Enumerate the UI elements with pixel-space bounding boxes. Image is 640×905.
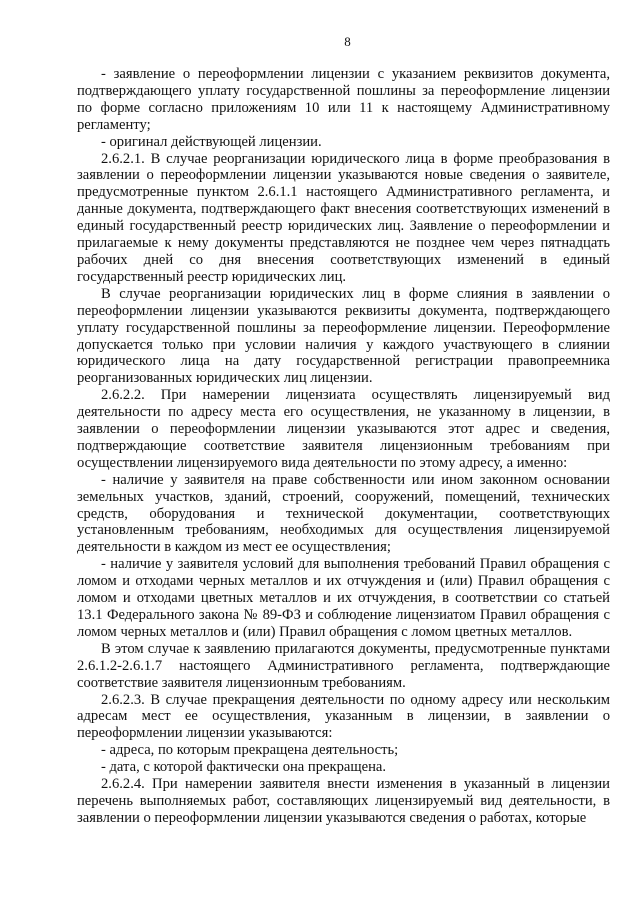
- paragraph-2-6-2-4: 2.6.2.4. При намерении заявителя внести изменения в указанный в лицензии перечень выполняемых работ, составляющих лицензируемый вид деятельности, в заявлении о переоформлении лицензии указываются сведения о работах, которые: [77, 776, 610, 826]
- paragraph-2-6-2-3: 2.6.2.3. В случае прекращения деятельности по одному адресу или нескольким адресам мест ее осуществления, указанным в лицензии, в заявлении о переоформлении лицензии указываются:: [77, 691, 610, 742]
- paragraph-attached-documents: В этом случае к заявлению прилагаются документы, предусмотренные пунктами 2.6.1.2-2.6.1.7 настоящего Административного регламента, подтверждающие соответствие заявителя лицензионным требованиям.: [77, 640, 610, 691]
- paragraph-merger: В случае реорганизации юридических лиц в форме слияния в заявлении о переоформлении лицензии указываются реквизиты документа, подтверждающего уплату государственной пошлины за переоформление лицензии. Переоформление допускается только при условии наличия у каждого участвующего в слиянии юридического лица на дату государственной регистрации правопреемника реорганизованных юридических лиц лицензии.: [77, 285, 610, 387]
- paragraph-addresses: - адреса, по которым прекращена деятельность;: [101, 742, 399, 759]
- paragraph-date: - дата, с которой фактически она прекращена.: [101, 759, 387, 776]
- paragraph-application: - заявление о переоформлении лицензии с указанием реквизитов документа, подтверждающего уплату государственной пошлины за переоформление лицензии по форме согласно приложениям 10 или 11 к настоящему Административному регламенту;: [77, 66, 610, 133]
- paragraph-2-6-2-1: 2.6.2.1. В случае реорганизации юридического лица в форме преобразования в заявлении о переоформлении лицензии указываются новые сведения о заявителе, предусмотренные пунктом 2.6.1.1 настоящего Административного регламента, и данные документа, подтверждающего факт внесения соответствующих изменений в единый государственный реестр юридических лиц. Заявление о переоформлении и прилагаемые к нему документы представляются не позднее чем через пятнадцать рабочих дней со дня внесения соответствующих изменений в единый государственный реестр юридических лиц.: [77, 150, 610, 285]
- paragraph-ownership: - наличие у заявителя на праве собственности или ином законном основании земельных участков, зданий, строений, сооружений, помещений, технических средств, оборудования и технической документации, соответствующих установленным требованиям, необходимых для осуществления лицензируемой деятельности в каждом из мест ее осуществления;: [77, 471, 610, 556]
- page-number: 8: [344, 34, 351, 49]
- paragraph-2-6-2-2: 2.6.2.2. При намерении лицензиата осуществлять лицензируемый вид деятельности по адресу места его осуществления, не указанному в лицензии, в заявлении о переоформлении лицензии указываются этот адрес и сведения, подтверждающие соответствие заявителя лицензионным требованиям при осуществлении лицензируемого вида деятельности по этому адресу, а именно:: [77, 387, 610, 471]
- paragraph-original-license: - оригинал действующей лицензии.: [101, 133, 322, 150]
- paragraph-scrap-rules: - наличие у заявителя условий для выполнения требований Правил обращения с ломом и отходами черных металлов и их отчуждения и (или) Правил обращения с ломом и отходами цветных металлов и их отчуждения, в соответствии со статьей 13.1 Федерального закона № 89-ФЗ и соблюдение лицензиатом Правил обращения с ломом черных металлов и (или) Правил обращения с ломом цветных металлов.: [77, 556, 610, 640]
